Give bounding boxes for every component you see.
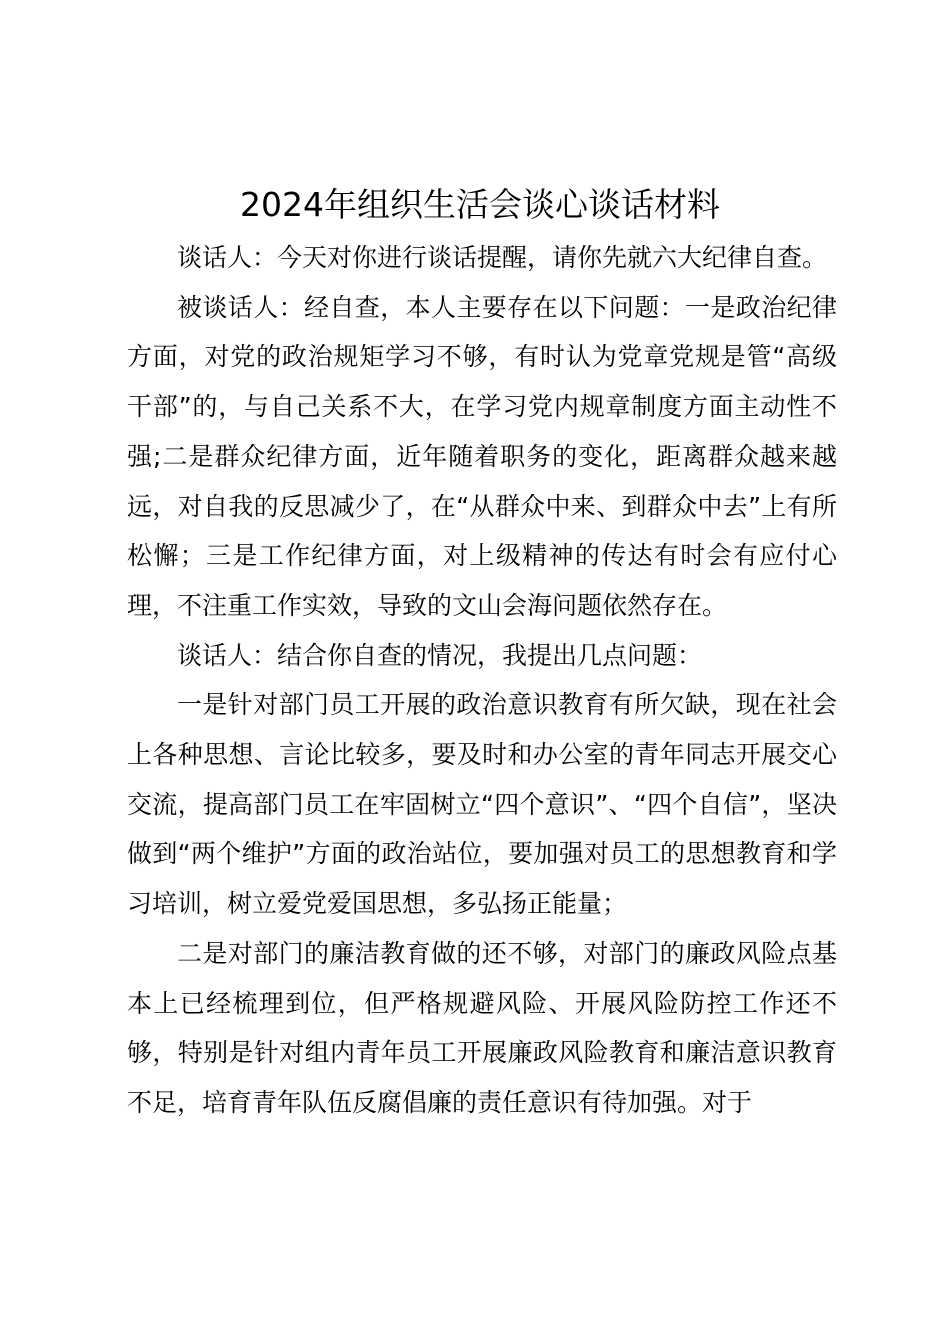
paragraph-talker-issues-intro: 谈话人：结合你自查的情况，我提出几点问题： xyxy=(177,640,703,670)
paragraph-self-check: 被谈话人：经自查，本人主要存在以下问题：一是政治纪律方面，对党的政治规矩学习不够，有时认为党章党规是管“高级干部”的，与自己关系不大，在学习党内规章制度方面主动性不强;二是群众纪律方面，近年随着职务的变化，距离群众越来越远，对自我的反思减少了，在“从群众中来、到群众中去”上有所松懈；三是工作纪律方面，对上级精神的传达有时会有应付心理，不注重工作实效，导致的文山会海问题依然存在。 xyxy=(127,292,837,620)
paragraph-issue-two: 二是对部门的廉洁教育做的还不够，对部门的廉政风险点基本上已经梳理到位，但严格规避风险、开展风险防控工作还不够，特别是针对组内青年员工开展廉政风险教育和廉洁意识教育不足，培育青年队伍反腐倡廉的责任意识有待加强。对于 xyxy=(127,938,837,1117)
paragraph-issue-one: 一是针对部门员工开展的政治意识教育有所欠缺，现在社会上各种思想、言论比较多，要及时和办公室的青年同志开展交心交流，提高部门员工在牢固树立“四个意识”、“四个自信”，坚决做到“两个维护”方面的政治站位，要加强对员工的思想教育和学习培训，树立爱党爱国思想，多弘扬正能量； xyxy=(127,690,837,919)
document-title: 2024年组织生活会谈心谈话材料 xyxy=(240,185,720,224)
paragraph-talker-opening: 谈话人：今天对你进行谈话提醒，请你先就六大纪律自查。 xyxy=(177,243,828,272)
document-body xyxy=(127,233,837,1128)
